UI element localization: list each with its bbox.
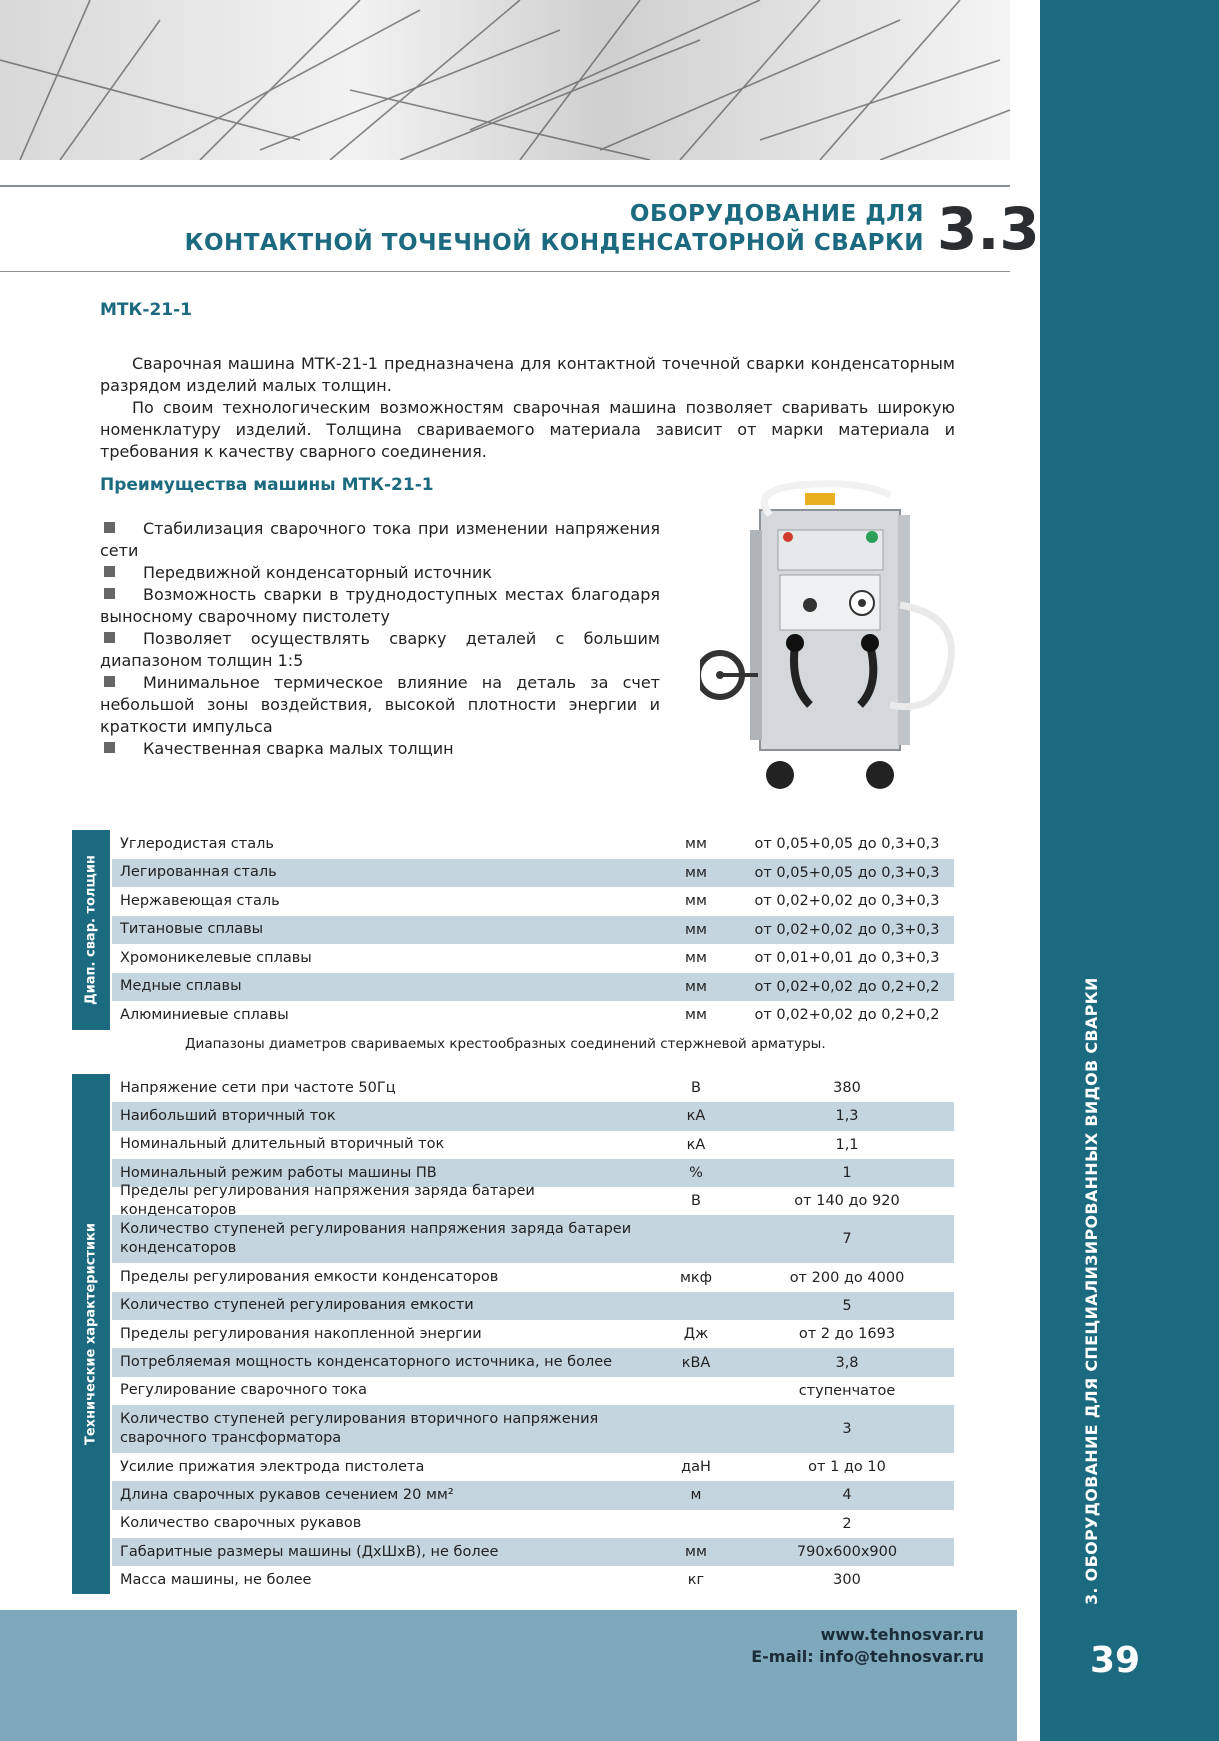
row-value: от 1 до 10 — [808, 1459, 886, 1476]
row-name: Габаритные размеры машины (ДхШхВ), не более — [120, 1543, 499, 1560]
thickness-table-side-label: Диап. свар. толщин — [72, 830, 110, 1030]
row-unit: даН — [681, 1459, 711, 1476]
square-bullet-icon — [104, 632, 115, 643]
row-name: Количество ступеней регулирования вторичного напряжения сварочного трансформатора — [120, 1410, 599, 1446]
table-row — [112, 1183, 954, 1219]
row-name: Номинальный режим работы машины ПВ — [120, 1164, 437, 1181]
row-value: 300 — [833, 1572, 861, 1589]
row-name: Пределы регулирования накопленной энергии — [120, 1325, 482, 1342]
row-name: Усилие прижатия электрода пистолета — [120, 1458, 425, 1475]
intro-paragraph-1: Сварочная машина МТК-21-1 предназначена для контактной точечной сварки конденсаторным разрядом изделий малых толщин. — [100, 354, 955, 395]
table-row — [112, 1377, 954, 1405]
row-unit: В — [691, 1080, 701, 1097]
section-number: 3.3 — [937, 195, 1040, 263]
table-row — [112, 973, 954, 1002]
thickness-table-rows — [112, 830, 954, 1030]
row-value: 5 — [842, 1297, 852, 1314]
table-row — [112, 887, 954, 916]
row-name: Легированная сталь — [120, 864, 277, 881]
list-item: Возможность сварки в труднодоступных местах благодаря выносному сварочному пистолету — [100, 585, 660, 626]
row-unit: кА — [686, 1108, 706, 1125]
row-name: Пределы регулирования емкости конденсаторов — [120, 1269, 499, 1286]
row-value: от 0,01+0,01 до 0,3+0,3 — [754, 950, 940, 967]
row-unit: % — [689, 1165, 703, 1182]
tech-table-rows — [112, 1074, 954, 1594]
table-row — [112, 1102, 954, 1130]
square-bullet-icon — [104, 522, 115, 533]
row-name: Пределы регулирования напряжения заряда батареи конденсаторов — [120, 1183, 535, 1219]
table-row — [112, 944, 954, 973]
table-row — [112, 1405, 954, 1453]
footer-contacts — [751, 1624, 984, 1668]
table-row — [112, 1538, 954, 1566]
row-value: от 0,05+0,05 до 0,3+0,3 — [754, 864, 940, 881]
list-item: Позволяет осуществлять сварку деталей с большим диапазоном толщин 1:5 — [100, 629, 660, 670]
row-name: Количество ступеней регулирования напряжения заряда батареи конденсаторов — [120, 1221, 632, 1257]
model-title: МТК-21-1 — [100, 300, 193, 320]
row-value: от 0,02+0,02 до 0,3+0,3 — [754, 921, 940, 938]
row-value: от 140 до 920 — [794, 1193, 900, 1210]
row-value: от 200 до 4000 — [789, 1269, 905, 1286]
row-unit: мм — [685, 921, 707, 938]
row-value: от 0,02+0,02 до 0,3+0,3 — [754, 893, 940, 910]
table-row — [112, 1510, 954, 1538]
table-row — [112, 1348, 954, 1376]
row-unit: мм — [685, 864, 707, 881]
row-unit: мм — [685, 950, 707, 967]
square-bullet-icon — [104, 588, 115, 599]
table-row — [112, 1320, 954, 1348]
table-row — [112, 1001, 954, 1030]
row-value: 1 — [842, 1165, 852, 1182]
table-row — [112, 859, 954, 888]
welding-machine-image — [700, 475, 960, 800]
page-number: 39 — [1090, 1640, 1141, 1681]
side-chapter-label: 3. ОБОРУДОВАНИЕ ДЛЯ СПЕЦИАЛИЗИРОВАННЫХ ВИДОВ СВАРКИ — [1082, 977, 1101, 1605]
row-value: 3,8 — [835, 1354, 859, 1371]
row-value: 2 — [842, 1515, 852, 1532]
thickness-table — [72, 830, 954, 1030]
row-name: Номинальный длительный вторичный ток — [120, 1136, 445, 1153]
tech-table-side-label: Технические характеристики — [72, 1074, 110, 1594]
row-name: Напряжение сети при частоте 50Гц — [120, 1079, 396, 1096]
square-bullet-icon — [104, 742, 115, 753]
row-value: 4 — [842, 1487, 852, 1504]
row-value: от 2 до 1693 — [798, 1326, 896, 1343]
table-row — [112, 830, 954, 859]
tech-table — [72, 1074, 954, 1594]
table-row — [112, 1263, 954, 1291]
row-unit: кг — [687, 1572, 705, 1589]
row-unit: мм — [685, 1007, 707, 1024]
intro-text — [100, 353, 955, 463]
row-unit: Дж — [683, 1326, 709, 1343]
thickness-note: Диапазоны диаметров свариваемых крестообразных соединений стержневой арматуры. — [185, 1036, 826, 1052]
list-item: Качественная сварка малых толщин — [100, 738, 660, 760]
row-name: Потребляемая мощность конденсаторного источника, не более — [120, 1354, 613, 1371]
table-row — [112, 1292, 954, 1320]
row-unit: мм — [685, 978, 707, 995]
row-unit: кВА — [681, 1354, 711, 1371]
header-photo — [0, 0, 1010, 160]
row-name: Регулирование сварочного тока — [120, 1382, 367, 1399]
row-value: от 0,05+0,05 до 0,3+0,3 — [754, 836, 940, 853]
table-row — [112, 1453, 954, 1481]
table-row — [112, 1074, 954, 1102]
table-row — [112, 1131, 954, 1159]
row-unit: В — [691, 1193, 701, 1210]
row-value: ступенчатое — [798, 1382, 896, 1399]
heading-divider — [0, 271, 1010, 272]
row-name: Хромоникелевые сплавы — [120, 949, 312, 966]
square-bullet-icon — [104, 566, 115, 577]
website-link[interactable]: www.tehnosvar.ru — [820, 1625, 984, 1644]
row-unit: кА — [686, 1136, 706, 1153]
advantages-title: Преимущества машины МТК-21-1 — [100, 475, 434, 495]
row-name: Масса машины, не более — [120, 1571, 312, 1588]
side-band — [1040, 0, 1219, 1741]
heading-line-2: КОНТАКТНОЙ ТОЧЕЧНОЙ КОНДЕНСАТОРНОЙ СВАРКИ — [184, 230, 924, 256]
row-value: 7 — [842, 1231, 852, 1248]
wire-texture-image — [0, 0, 1010, 160]
section-heading — [185, 200, 924, 258]
header-divider — [0, 185, 1010, 187]
row-value: 790x600x900 — [796, 1544, 898, 1560]
row-name: Наибольший вторичный ток — [120, 1107, 336, 1124]
advantages-list — [100, 518, 660, 760]
row-value: 1,3 — [835, 1108, 859, 1125]
list-item: Стабилизация сварочного тока при изменении напряжения сети — [100, 519, 660, 560]
row-unit: мм — [685, 893, 707, 910]
table-row — [112, 1566, 954, 1594]
list-item: Минимальное термическое влияние на деталь за счет небольшой зоны воздействия, высокой плотности энергии и краткости импульса — [100, 673, 660, 736]
square-bullet-icon — [104, 676, 115, 687]
row-value: от 0,02+0,02 до 0,2+0,2 — [754, 1007, 940, 1024]
table-row — [112, 1481, 954, 1509]
row-name: Углеродистая сталь — [120, 835, 274, 852]
table-row — [112, 916, 954, 945]
row-name: Количество ступеней регулирования емкости — [120, 1297, 474, 1314]
row-unit: м — [690, 1487, 702, 1504]
row-value: 1,1 — [835, 1136, 859, 1153]
row-value: 380 — [833, 1080, 861, 1097]
row-name: Титановые сплавы — [120, 921, 264, 938]
email-link[interactable]: E-mail: info@tehnosvar.ru — [751, 1647, 984, 1666]
row-unit: мм — [685, 836, 707, 853]
row-value: от 0,02+0,02 до 0,2+0,2 — [754, 978, 940, 995]
row-name: Количество сварочных рукавов — [120, 1515, 362, 1532]
row-name: Медные сплавы — [120, 978, 242, 995]
row-unit: мкф — [679, 1269, 713, 1286]
row-name: Алюминиевые сплавы — [120, 1006, 289, 1023]
heading-line-1: ОБОРУДОВАНИЕ ДЛЯ — [629, 201, 924, 227]
list-item: Передвижной конденсаторный источник — [100, 562, 660, 584]
row-name: Длина сварочных рукавов сечением 20 мм² — [120, 1486, 454, 1503]
intro-paragraph-2: По своим технологическим возможностям сварочная машина позволяет сваривать широкую номенклатуру изделий. Толщина свариваемого материала зависит от марки материала и требования к качеству сварного соединения. — [100, 398, 955, 461]
row-unit: мм — [685, 1544, 707, 1560]
row-name: Нержавеющая сталь — [120, 892, 280, 909]
table-row — [112, 1215, 954, 1263]
row-value: 3 — [842, 1420, 852, 1437]
